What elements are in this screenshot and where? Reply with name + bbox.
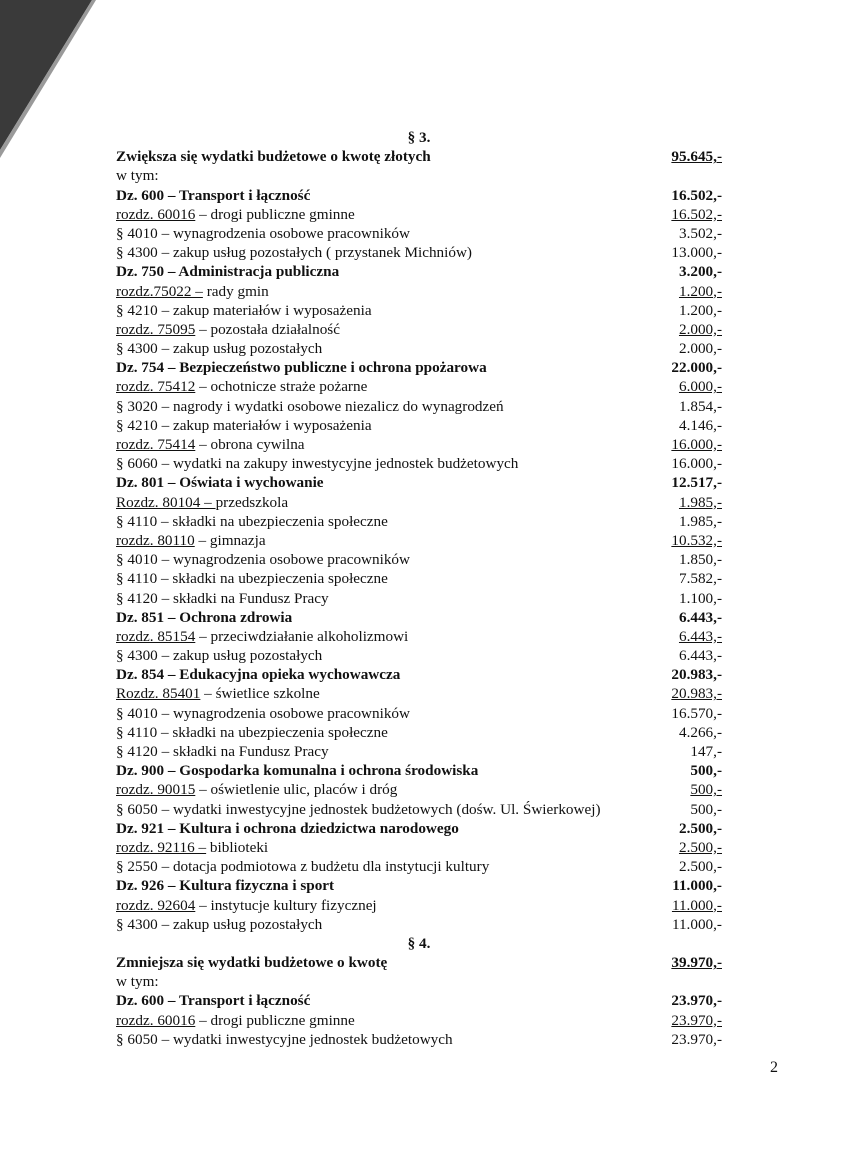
- amount-value: 95.645,-: [671, 148, 722, 166]
- amount-value: 2.000,-: [678, 340, 722, 358]
- line-label: [116, 627, 408, 646]
- line-label: § 4300 – zakup usług pozostałych: [116, 915, 323, 933]
- amount-value: 39.970,-: [671, 954, 722, 972]
- line-label: Dz. 801 – Oświata i wychowanie: [116, 474, 324, 492]
- rozdzial-line: [116, 435, 722, 454]
- line-label: § 6050 – wydatki inwestycyjne jednostek budżetowych: [116, 1030, 453, 1048]
- rozdzial-line: [116, 896, 722, 915]
- amount-value: 3.502,-: [678, 224, 722, 242]
- paragraf-line: [116, 569, 722, 588]
- rozdzial-code: rozdz. 92604: [116, 896, 196, 914]
- paragraf-line: [116, 397, 722, 416]
- line-label: Dz. 754 – Bezpieczeństwo publiczne i ochrona ppożarowa: [116, 359, 487, 377]
- dzial-line: [116, 665, 722, 684]
- rozdzial-line: [116, 1011, 722, 1030]
- dzial-line: [116, 819, 722, 838]
- amount-value: 1.100,-: [678, 589, 722, 607]
- line-label: [116, 780, 397, 799]
- summary-line: [116, 953, 722, 972]
- amount-value: 22.000,-: [671, 359, 722, 377]
- page-number: 2: [770, 1059, 778, 1076]
- line-label: § 4210 – zakup materiałów i wyposażenia: [116, 301, 372, 319]
- rozdzial-line: [116, 780, 722, 799]
- amount-value: 6.443,-: [678, 608, 722, 626]
- rozdzial-line: [116, 493, 722, 512]
- rozdzial-name: – pozostała działalność: [195, 320, 340, 338]
- line-label: [116, 320, 340, 339]
- paragraf-line: [116, 512, 722, 531]
- amount-value: 3.200,-: [678, 263, 722, 281]
- amount-value: 6.443,-: [678, 627, 722, 645]
- rozdzial-name: – obrona cywilna: [195, 436, 305, 453]
- rozdzial-line: [116, 377, 722, 396]
- rozdzial-code: rozdz. 85154: [116, 627, 196, 645]
- amount-value: 10.532,-: [671, 531, 722, 549]
- line-label: [116, 493, 288, 512]
- line-label: [116, 531, 266, 550]
- line-label: § 4120 – składki na Fundusz Pracy: [116, 743, 329, 760]
- rozdzial-line: [116, 205, 722, 224]
- amount-value: 12.517,-: [671, 474, 722, 492]
- line-label: [116, 282, 269, 301]
- amount-value: 1.985,-: [678, 512, 722, 530]
- line-label: Dz. 854 – Edukacyjna opieka wychowawcza: [116, 666, 401, 684]
- dzial-line: [116, 761, 722, 780]
- paragraf-line: [116, 589, 722, 608]
- amount-value: 2.500,-: [678, 838, 722, 856]
- amount-value: 500,-: [690, 781, 722, 799]
- amount-value: 11.000,-: [671, 896, 722, 914]
- amount-value: 1.200,-: [678, 301, 722, 319]
- line-label: [116, 435, 305, 454]
- line-label: § 4010 – wynagrodzenia osobowe pracowników: [116, 704, 410, 722]
- amount-value: 1.200,-: [678, 282, 722, 300]
- paragraf-line: [116, 704, 722, 723]
- rozdzial-code: rozdz. 60016: [116, 1011, 196, 1029]
- rozdzial-line: [116, 531, 722, 550]
- paragraf-line: [116, 915, 722, 934]
- rozdzial-name: – świetlice szkolne: [200, 685, 320, 703]
- amount-value: 1.985,-: [678, 493, 722, 511]
- rozdzial-code: rozdz. 75414: [116, 436, 196, 453]
- line-label: § 4010 – wynagrodzenia osobowe pracowników: [116, 224, 410, 242]
- dzial-line: [116, 186, 722, 205]
- line-label: § 6050 – wydatki inwestycyjne jednostek budżetowych (dośw. Ul. Świerkowej): [116, 800, 601, 818]
- line-label: [116, 896, 377, 915]
- rozdzial-code: rozdz. 90015: [116, 781, 196, 799]
- rozdzial-name: rady gmin: [202, 282, 269, 300]
- paragraf-line: [116, 339, 722, 358]
- amount-value: 16.502,-: [671, 205, 722, 223]
- section-heading: [116, 934, 722, 953]
- line-label: [116, 205, 355, 224]
- line-label: [116, 684, 320, 703]
- paragraf-line: [116, 742, 722, 761]
- amount-value: 2.500,-: [678, 858, 722, 876]
- amount-value: 1.854,-: [678, 397, 722, 415]
- subheading-line: [116, 166, 722, 185]
- paragraf-line: [116, 454, 722, 473]
- rozdzial-name: biblioteki: [206, 838, 269, 856]
- line-label: Zwiększa się wydatki budżetowe o kwotę złotych: [116, 148, 431, 166]
- amount-value: 16.000,-: [671, 436, 722, 453]
- paragraf-line: [116, 800, 722, 819]
- amount-value: 4.266,-: [678, 723, 722, 741]
- amount-value: 23.970,-: [671, 1011, 722, 1029]
- amount-value: 11.000,-: [671, 915, 722, 933]
- dzial-line: [116, 608, 722, 627]
- amount-value: 16.570,-: [671, 704, 722, 722]
- rozdzial-name: – przeciwdziałanie alkoholizmowi: [195, 627, 409, 645]
- line-label: w tym:: [116, 973, 159, 991]
- line-label: [116, 1011, 355, 1030]
- rozdzial-code: rozdz. 60016: [116, 205, 196, 223]
- line-label: § 4010 – wynagrodzenia osobowe pracowników: [116, 551, 410, 569]
- paragraf-line: [116, 857, 722, 876]
- amount-value: 11.000,-: [672, 877, 722, 895]
- rozdzial-name: – drogi publiczne gminne: [195, 1011, 355, 1029]
- summary-line: [116, 147, 722, 166]
- line-label: § 4120 – składki na Fundusz Pracy: [116, 589, 329, 607]
- paragraf-line: [116, 550, 722, 569]
- amount-value: 20.983,-: [671, 685, 722, 703]
- rozdzial-line: [116, 320, 722, 339]
- rozdzial-name: – gimnazja: [194, 531, 266, 549]
- amount-value: 23.970,-: [671, 1030, 722, 1048]
- amount-value: 13.000,-: [671, 244, 722, 262]
- line-label: Dz. 750 – Administracja publiczna: [116, 263, 340, 281]
- line-label: Dz. 921 – Kultura i ochrona dziedzictwa narodowego: [116, 819, 459, 837]
- rozdzial-line: [116, 627, 722, 646]
- rozdzial-code: rozdz. 75412: [116, 378, 196, 396]
- amount-value: 23.970,-: [671, 992, 722, 1010]
- rozdzial-code: rozdz. 80110: [116, 531, 195, 549]
- line-label: [116, 838, 268, 857]
- line-label: § 6060 – wydatki na zakupy inwestycyjne jednostek budżetowych: [116, 455, 519, 473]
- paragraf-line: [116, 243, 722, 262]
- line-label: § 4.: [407, 934, 431, 952]
- subheading-line: [116, 972, 722, 991]
- rozdzial-code: rozdz.75022 –: [116, 282, 203, 300]
- paragraf-line: [116, 1030, 722, 1049]
- amount-value: 2.000,-: [678, 320, 722, 338]
- amount-value: 6.000,-: [678, 378, 722, 396]
- rozdzial-code: Rozdz. 80104 –: [116, 493, 216, 511]
- line-label: § 4110 – składki na ubezpieczenia społeczne: [116, 570, 388, 588]
- line-label: § 4110 – składki na ubezpieczenia społeczne: [116, 723, 388, 741]
- dzial-line: [116, 991, 722, 1010]
- rozdzial-name: – ochotnicze straże pożarne: [195, 378, 368, 396]
- amount-value: 7.582,-: [678, 570, 722, 588]
- line-label: § 4110 – składki na ubezpieczenia społeczne: [116, 512, 388, 530]
- line-label: § 4300 – zakup usług pozostałych: [116, 647, 323, 665]
- paragraf-line: [116, 224, 722, 243]
- amount-value: 2.500,-: [678, 819, 722, 837]
- dzial-line: [116, 473, 722, 492]
- amount-value: 1.850,-: [678, 551, 722, 569]
- rozdzial-name: – drogi publiczne gminne: [195, 205, 355, 223]
- rozdzial-name: – oświetlenie ulic, placów i dróg: [195, 781, 398, 799]
- paragraf-line: [116, 301, 722, 320]
- rozdzial-code: rozdz. 92116 –: [116, 838, 207, 856]
- budget-document: [116, 128, 722, 1049]
- line-label: Dz. 926 – Kultura fizyczna i sport: [116, 877, 335, 895]
- line-label: § 4300 – zakup usług pozostałych: [116, 340, 323, 358]
- line-label: § 3.: [407, 129, 431, 146]
- line-label: § 3020 – nagrody i wydatki osobowe niezalicz do wynagrodzeń: [116, 397, 504, 415]
- amount-value: 500,-: [690, 800, 722, 818]
- amount-value: 4.146,-: [678, 416, 722, 434]
- line-label: § 4300 – zakup usług pozostałych ( przystanek Michniów): [116, 244, 472, 262]
- rozdzial-name: przedszkola: [215, 493, 289, 511]
- paragraf-line: [116, 723, 722, 742]
- dzial-line: [116, 358, 722, 377]
- line-label: Dz. 600 – Transport i łączność: [116, 186, 311, 204]
- dzial-line: [116, 262, 722, 281]
- amount-value: 6.443,-: [678, 647, 722, 665]
- line-label: Dz. 600 – Transport i łączność: [116, 992, 311, 1010]
- dzial-line: [116, 876, 722, 895]
- line-label: § 2550 – dotacja podmiotowa z budżetu dla instytucji kultury: [116, 858, 490, 876]
- rozdzial-line: [116, 282, 722, 301]
- line-label: Dz. 851 – Ochrona zdrowia: [116, 608, 293, 626]
- paragraf-line: [116, 416, 722, 435]
- amount-value: 16.502,-: [671, 186, 722, 204]
- line-label: w tym:: [116, 167, 159, 185]
- section-heading: [116, 128, 722, 147]
- paragraf-line: [116, 646, 722, 665]
- line-label: § 4210 – zakup materiałów i wyposażenia: [116, 416, 372, 434]
- rozdzial-code: rozdz. 75095: [116, 320, 196, 338]
- amount-value: 147,-: [690, 743, 722, 760]
- line-label: Zmniejsza się wydatki budżetowe o kwotę: [116, 954, 388, 972]
- line-label: [116, 377, 367, 396]
- amount-value: 500,-: [690, 762, 722, 780]
- amount-value: 20.983,-: [671, 666, 722, 684]
- rozdzial-code: Rozdz. 85401: [116, 685, 201, 703]
- rozdzial-line: [116, 684, 722, 703]
- line-label: Dz. 900 – Gospodarka komunalna i ochrona środowiska: [116, 762, 479, 780]
- amount-value: 16.000,-: [671, 455, 722, 473]
- rozdzial-name: – instytucje kultury fizycznej: [195, 896, 377, 914]
- rozdzial-line: [116, 838, 722, 857]
